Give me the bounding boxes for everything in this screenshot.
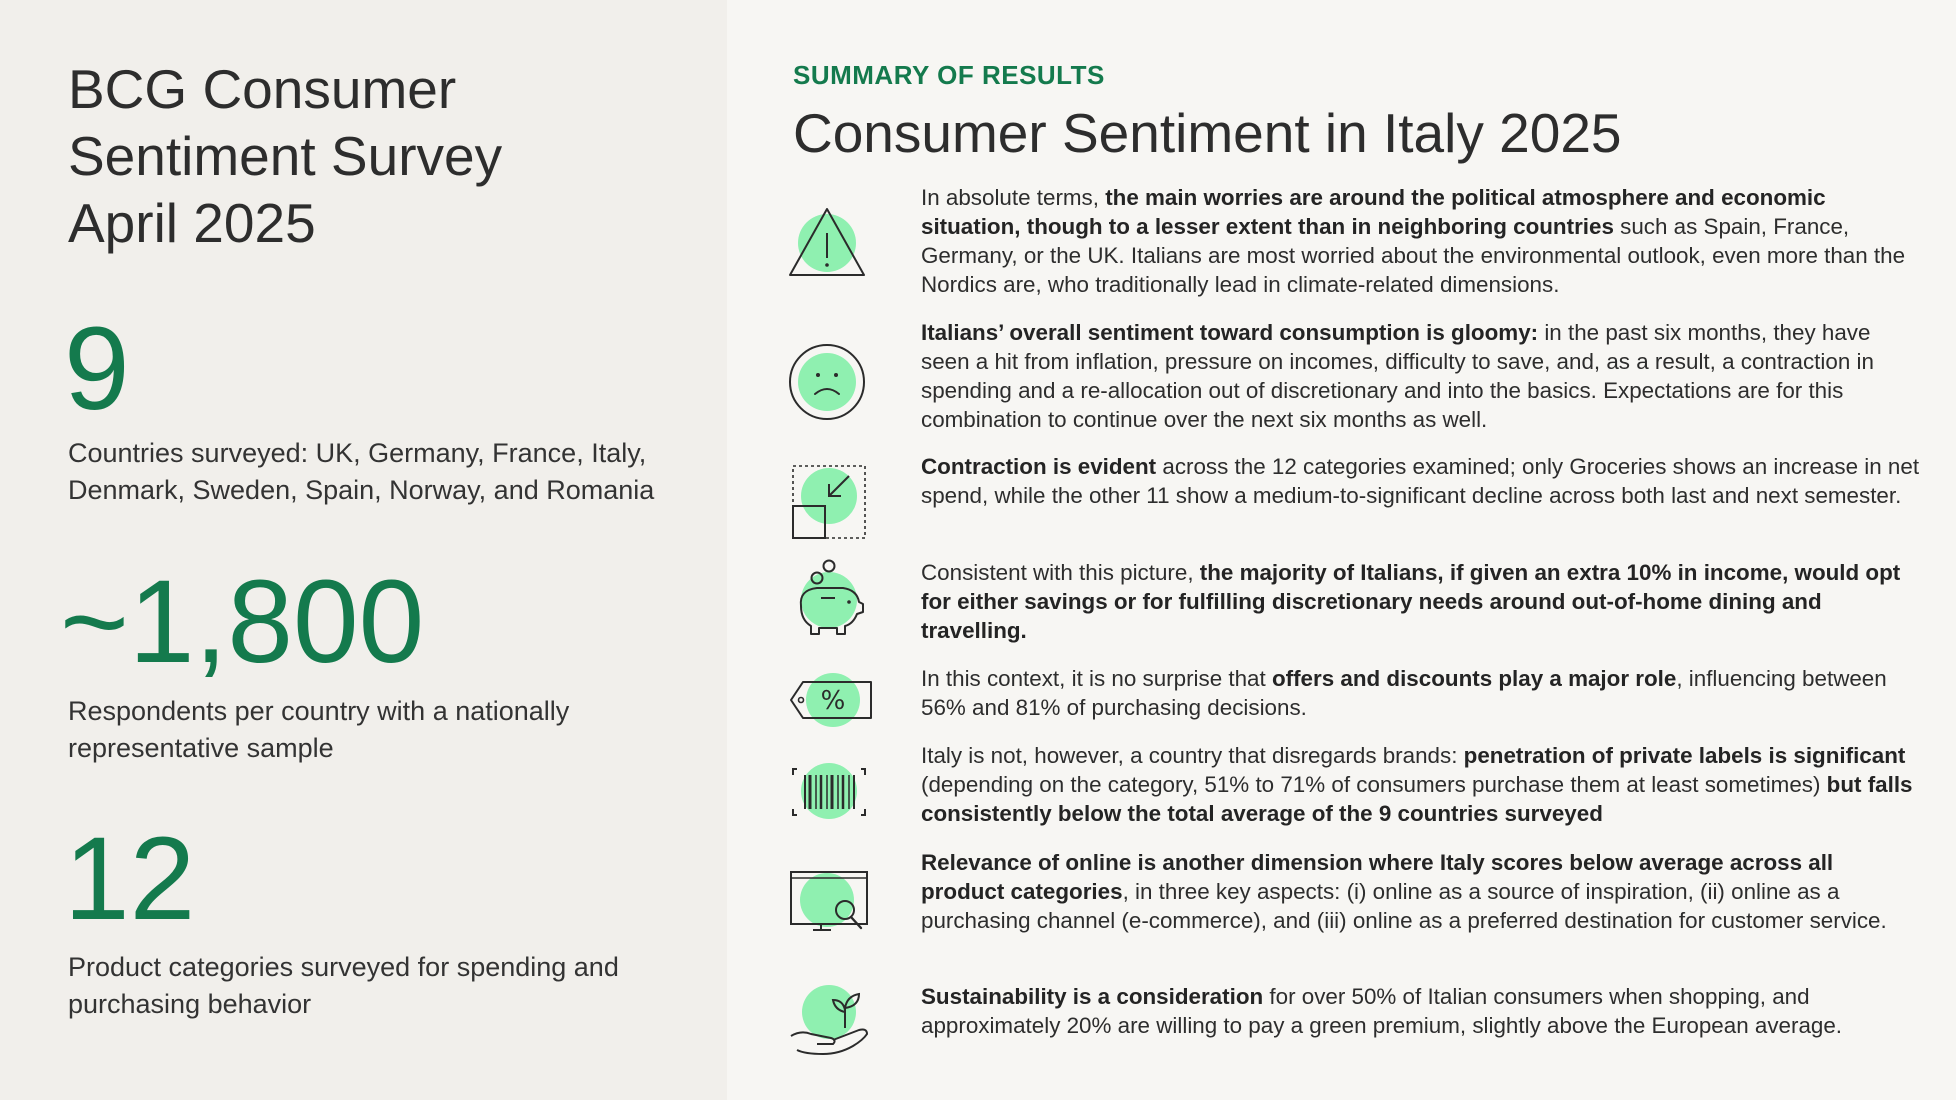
finding-highlight: the majority of Italians, if given an extra 10% in income, would opt for either savings or for fulfilling discretionary needs around out-of-home dining and travelling.	[921, 560, 1901, 643]
finding-segment: across the 12 categories examined; only Groceries shows an increase in net spend, while the other 11 show a medium-to-significant decline across both last and next semester.	[921, 454, 1920, 508]
warning-icon	[787, 203, 873, 289]
finding-segment: Italy is not, however, a country that disregards brands:	[921, 743, 1464, 768]
stat-countries-value: 9	[64, 303, 130, 435]
finding-text	[921, 664, 1921, 722]
shrink-icon	[787, 460, 873, 546]
stat-categories-description: Product categories surveyed for spending and purchasing behavior	[68, 952, 619, 1019]
left-panel	[0, 0, 727, 1100]
page-title: Consumer Sentiment in Italy 2025	[793, 102, 1622, 164]
finding-segment: (depending on the category, 51% to 71% of consumers purchase them at least sometimes)	[921, 772, 1827, 797]
piggy-bank-icon	[787, 558, 873, 644]
survey-title-line: Sentiment Survey	[68, 125, 503, 187]
sprout-hand-icon	[787, 978, 873, 1064]
finding-segment: In absolute terms,	[921, 185, 1106, 210]
svg-text:%: %	[820, 686, 846, 716]
stat-categories-value: 12	[64, 813, 196, 945]
barcode-icon	[787, 753, 873, 839]
finding-segment: for over 50% of Italian consumers when shopping, and approximately 20% are willing to pay a green premium, slightly above the European average.	[921, 984, 1843, 1038]
finding-segment: such as Spain, France, Germany, or the UK. Italians are most worried about the environmental outlook, even more than the Nordics are, who traditionally lead in climate-related dimensions.	[921, 214, 1906, 297]
finding-segment: Consistent with this picture,	[921, 560, 1200, 585]
finding-text	[921, 318, 1921, 434]
discount-tag-icon	[787, 660, 873, 746]
online-search-icon	[787, 868, 873, 954]
finding-segment: in the past six months, they have seen a hit from inflation, pressure on incomes, difficulty to save, and, as a result, a contraction in spending and a re-allocation out of discretionary and into the basics. Expectations are for this combination to continue over the next six months as well.	[921, 320, 1874, 432]
survey-title	[68, 56, 668, 257]
finding-text	[921, 183, 1921, 299]
survey-title-line: BCG Consumer	[68, 58, 457, 120]
finding-text	[921, 848, 1921, 935]
finding-segment: In this context, it is no surprise that	[921, 666, 1272, 691]
right-panel	[727, 0, 1956, 1100]
finding-segment: , influencing between 56% and 81% of purchasing decisions.	[921, 666, 1887, 720]
stat-countries-description: Countries surveyed: UK, Germany, France, Italy, Denmark, Sweden, Spain, Norway, and Romania	[68, 438, 655, 505]
finding-highlight: Italians’ overall sentiment toward consumption is gloomy:	[921, 320, 1539, 345]
finding-highlight: Contraction is evident	[921, 454, 1157, 479]
finding-text	[921, 558, 1921, 645]
finding-text	[921, 982, 1921, 1040]
finding-highlight: penetration of private labels is significant	[1463, 743, 1906, 768]
finding-text	[921, 741, 1921, 828]
stat-respondents-value: ~1,800	[60, 556, 425, 688]
survey-title-line: April 2025	[68, 192, 316, 254]
finding-highlight: the main worries are around the political atmosphere and economic situation, though to a lesser extent than in neighboring countries	[921, 185, 1826, 239]
finding-highlight: Sustainability is a consideration	[921, 984, 1264, 1009]
finding-highlight: Relevance of online is another dimension where Italy scores below average across all product categories	[921, 850, 1834, 904]
finding-text	[921, 452, 1921, 510]
finding-highlight: offers and discounts play a major role	[1271, 666, 1677, 691]
finding-segment: , in three key aspects: (i) online as a source of inspiration, (ii) online as a purchasing channel (e-commerce), and (iii) online as a preferred destination for customer service.	[921, 879, 1887, 933]
sad-face-icon	[787, 340, 873, 426]
finding-highlight: but falls consistently below the total average of the 9 countries surveyed	[921, 772, 1913, 826]
stat-respondents-description: Respondents per country with a nationally representative sample	[68, 696, 570, 763]
section-kicker: SUMMARY OF RESULTS	[793, 60, 1105, 90]
